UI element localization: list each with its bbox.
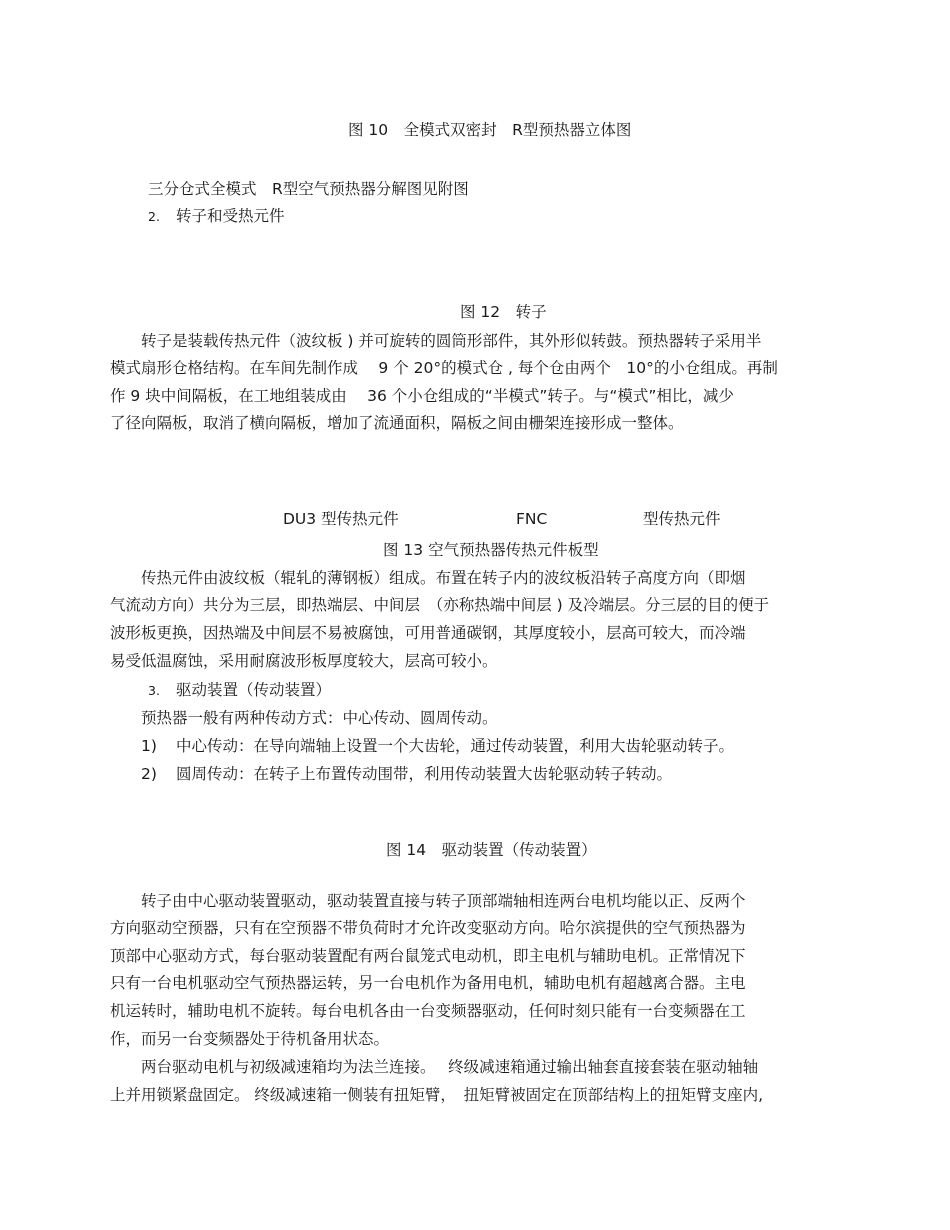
section-3-number: 3. — [148, 683, 160, 698]
drive-intro: 预热器一般有两种传动方式：中心传动、圆周传动。 — [110, 709, 498, 727]
paragraph-line: 易受低温腐蚀，采用耐腐波形板厚度较大，层高可较小。 — [110, 652, 498, 670]
section-3-title: 驱动装置（传动装置） — [176, 681, 332, 699]
paragraph-line: 模式扇形仓格结构。在车间先制作成 9 个 20°的模式仓 , 每个仓由两个 10°的小仓组成。再制 — [110, 359, 778, 377]
fig14-caption: 图 14 驱动装置（传动装置） — [386, 841, 597, 859]
fig13-caption: 图 13 空气预热器传热元件板型 — [383, 541, 599, 559]
paragraph-line: 方向驱动空预器，只有在空预器不带负荷时才允许改变驱动方向。哈尔滨提供的空气预热器为 — [110, 919, 746, 937]
paragraph-line: 只有一台电机驱动空气预热器运转，另一台电机作为备用电机，辅助电机有超越离合器。主电 — [110, 974, 746, 992]
exploded-view-note: 三分仓式全模式 R型空气预热器分解图见附图 — [148, 180, 469, 198]
paragraph-line: 气流动方向）共分为三层，即热端层、中间层 （亦称热端中间层 ) 及冷端层。分三层的目的便于 — [110, 596, 770, 614]
paragraph-line: 了径向隔板，取消了横向隔板，增加了流通面积，隔板之间由栅架连接形成一整体。 — [110, 414, 684, 432]
section-2-number: 2. — [148, 209, 160, 224]
section-2-title: 转子和受热元件 — [176, 207, 285, 225]
paragraph-line: 顶部中心驱动方式，每台驱动装置配有两台鼠笼式电动机，即主电机与辅助电机。正常情况下 — [110, 947, 746, 965]
paragraph-line: 机运转时，辅助电机不旋转。每台电机各由一台变频器驱动，任何时刻只能有一台变频器在工 — [110, 1002, 746, 1020]
paragraph-line: 作，而另一台变频器处于待机备用状态。 — [110, 1030, 390, 1048]
list-item-text: 中心传动：在导向端轴上设置一个大齿轮，通过传动装置，利用大齿轮驱动转子。 — [176, 737, 735, 755]
paragraph-line: 作 9 块中间隔板，在工地组装成由 36 个小仓组成的“半模式”转子。与“模式”相比，减少 — [110, 387, 734, 405]
list-item-text: 圆周传动：在转子上布置传动围带，利用传动装置大齿轮驱动转子转动。 — [176, 765, 673, 783]
fig13-label-fnc-suffix: 型传热元件 — [643, 510, 721, 528]
fig10-caption: 图 10 全模式双密封 R型预热器立体图 — [348, 121, 632, 139]
fig12-caption: 图 12 转子 — [460, 303, 547, 321]
list-item-number: 2) — [141, 765, 157, 783]
paragraph-line: 转子是装载传热元件（波纹板 ) 并可旋转的圆筒形部件，其外形似转鼓。预热器转子采用半 — [110, 332, 762, 350]
paragraph-line: 上并用锁紧盘固定。 终级减速箱一侧装有扭矩臂， 扭矩臂被固定在顶部结构上的扭矩臂支座内, — [110, 1086, 764, 1104]
list-item-number: 1) — [141, 737, 157, 755]
fig13-label-fnc: FNC — [516, 510, 548, 528]
paragraph-line: 两台驱动电机与初级减速箱均为法兰连接。 终级减速箱通过输出轴套直接套装在驱动轴轴 — [110, 1058, 759, 1076]
paragraph-line: 转子由中心驱动装置驱动，驱动装置直接与转子顶部端轴相连两台电机均能以正、反两个 — [110, 892, 746, 910]
paragraph-line: 传热元件由波纹板（辊轧的薄钢板）组成。布置在转子内的波纹板沿转子高度方向（即烟 — [110, 569, 746, 587]
fig13-label-du3: DU3 型传热元件 — [283, 510, 399, 528]
paragraph-line: 波形板更换，因热端及中间层不易被腐蚀，可用普通碳钢，其厚度较小，层高可较大，而冷端 — [110, 624, 746, 642]
